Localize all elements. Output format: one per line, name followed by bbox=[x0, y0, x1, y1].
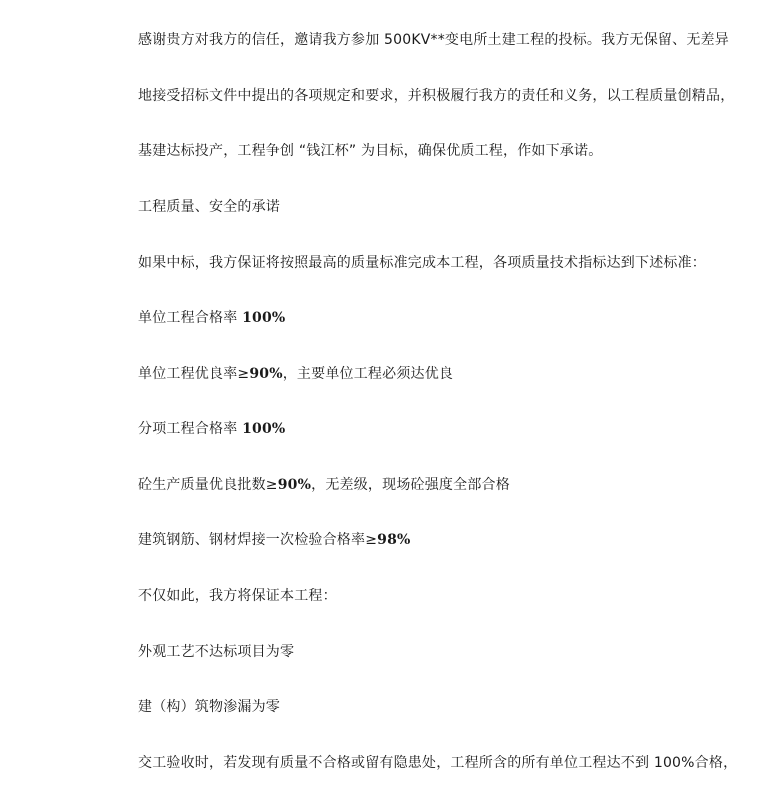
standard-label: 分项工程合格率 bbox=[138, 421, 243, 437]
standard-label: 砼生产质量优良批数≥ bbox=[138, 477, 278, 493]
standard-value: 100% bbox=[242, 421, 286, 437]
guarantee-item: 建（构）筑物渗漏为零 bbox=[138, 699, 280, 715]
standard-value: 90% bbox=[249, 366, 283, 382]
standard-value: 90% bbox=[277, 477, 312, 493]
paragraph-standards-intro: 如果中标，我方保证将按照最高的质量标准完成本工程，各项质量技术指标达到下述标准： bbox=[138, 255, 706, 271]
standard-value: 98% bbox=[377, 532, 411, 548]
paragraph-invitation: 感谢贵方对我方的信任，邀请我方参加 500KV**变电所土建工程的投标。我方无保留、无差异 bbox=[138, 32, 729, 48]
standard-label: 单位工程合格率 bbox=[138, 310, 243, 326]
standard-item bbox=[138, 308, 285, 328]
standard-label: 建筑钢筋、钢材焊接一次检验合格率≥ bbox=[138, 532, 378, 548]
standard-item bbox=[138, 364, 453, 384]
standard-suffix: ，主要单位工程必须达优良 bbox=[282, 366, 454, 382]
paragraph-goal: 基建达标投产，工程争创 “钱江杯” 为目标，确保优质工程，作如下承诺。 bbox=[138, 143, 603, 159]
standard-item bbox=[138, 475, 510, 495]
paragraph-acceptance-check: 交工验收时，若发现有质量不合格或留有隐患处，工程所含的所有单位工程达不到 100%合格， bbox=[138, 755, 738, 771]
guarantee-item: 外观工艺不达标项目为零 bbox=[138, 644, 295, 660]
standard-value: 100% bbox=[242, 310, 286, 326]
standard-suffix: ，无差级，现场砼强度全部合格 bbox=[311, 477, 510, 493]
standard-label: 单位工程优良率≥ bbox=[138, 366, 250, 382]
section-heading-quality-safety: 工程质量、安全的承诺 bbox=[138, 199, 280, 215]
paragraph-guarantee-intro: 不仅如此，我方将保证本工程： bbox=[138, 588, 337, 604]
standard-item bbox=[138, 530, 411, 550]
standard-item bbox=[138, 419, 285, 439]
paragraph-acceptance: 地接受招标文件中提出的各项规定和要求，并积极履行我方的责任和义务，以工程质量创精品， bbox=[138, 88, 735, 104]
